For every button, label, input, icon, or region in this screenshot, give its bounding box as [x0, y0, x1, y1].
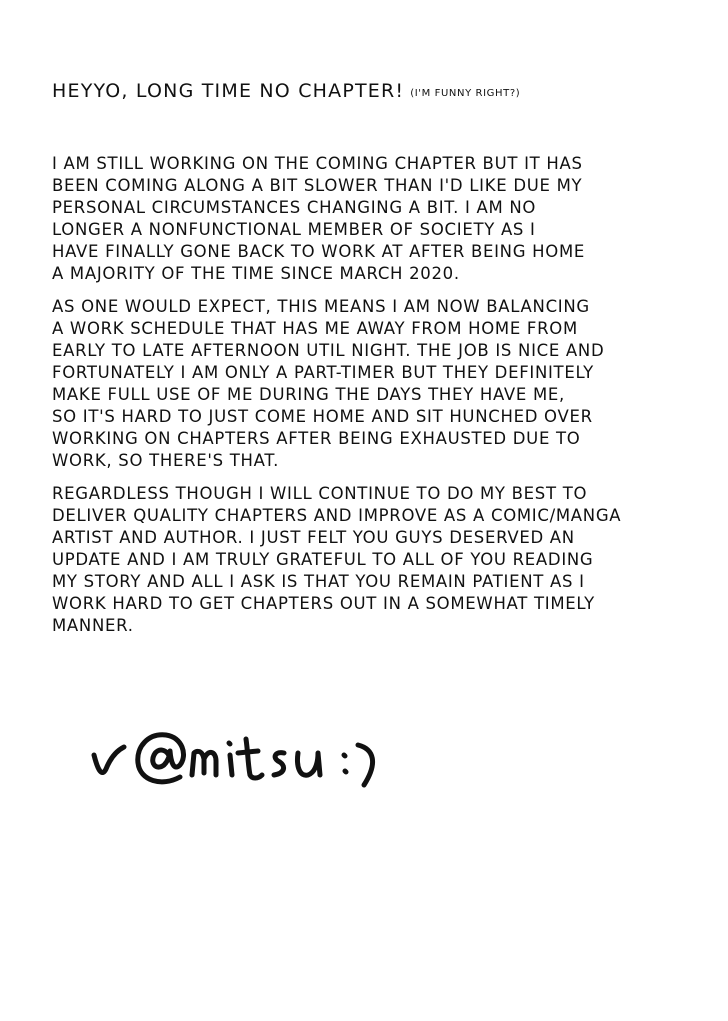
paragraph-line: PERSONAL CIRCUMSTANCES CHANGING A BIT. I AM NO	[52, 198, 537, 217]
paragraph-line: UPDATE AND I AM TRULY GRATEFUL TO ALL OF YOU READING	[52, 550, 594, 569]
paragraph-line: MY STORY AND ALL I ASK IS THAT YOU REMAIN PATIENT AS I	[52, 572, 585, 591]
paragraph-line: I AM STILL WORKING ON THE COMING CHAPTER BUT IT HAS	[52, 154, 583, 173]
paragraph-line: WORKING ON CHAPTERS AFTER BEING EXHAUSTED DUE TO	[52, 429, 581, 448]
paragraph-line: REGARDLESS THOUGH I WILL CONTINUE TO DO MY BEST TO	[52, 484, 588, 503]
paragraph-line: HAVE FINALLY GONE BACK TO WORK AT AFTER BEING HOME	[52, 242, 586, 261]
handwritten-signature	[88, 725, 418, 795]
paragraph-line: ARTIST AND AUTHOR. I JUST FELT YOU GUYS DESERVED AN	[52, 528, 575, 547]
paragraph-line: AS ONE WOULD EXPECT, THIS MEANS I AM NOW BALANCING	[52, 297, 590, 316]
paragraph-line: DELIVER QUALITY CHAPTERS AND IMPROVE AS A COMIC/MANGA	[52, 506, 622, 525]
paragraph-line: A WORK SCHEDULE THAT HAS ME AWAY FROM HOME FROM	[52, 319, 578, 338]
note-heading	[52, 80, 520, 102]
paragraph-3	[52, 483, 692, 637]
paragraph-line: WORK, SO THERE'S THAT.	[52, 451, 280, 470]
paragraph-line: BEEN COMING ALONG A BIT SLOWER THAN I'D LIKE DUE MY	[52, 176, 583, 195]
paragraph-2	[52, 296, 692, 472]
paragraph-line: LONGER A NONFUNCTIONAL MEMBER OF SOCIETY AS I	[52, 220, 536, 239]
paragraph-line: MANNER.	[52, 616, 134, 635]
paragraph-line: EARLY TO LATE AFTERNOON UTIL NIGHT. THE JOB IS NICE AND	[52, 341, 605, 360]
paragraph-line: MAKE FULL USE OF ME DURING THE DAYS THEY HAVE ME,	[52, 385, 565, 404]
paragraph-line: WORK HARD TO GET CHAPTERS OUT IN A SOMEWHAT TIMELY	[52, 594, 595, 613]
paragraph-1	[52, 153, 692, 285]
heading-text: HEYYO, LONG TIME NO CHAPTER!	[52, 80, 405, 102]
paragraph-line: SO IT'S HARD TO JUST COME HOME AND SIT HUNCHED OVER	[52, 407, 593, 426]
paragraph-line: FORTUNATELY I AM ONLY A PART-TIMER BUT THEY DEFINITELY	[52, 363, 594, 382]
heading-aside: (I'M FUNNY RIGHT?)	[410, 88, 521, 99]
paragraph-line: A MAJORITY OF THE TIME SINCE MARCH 2020.	[52, 264, 460, 283]
